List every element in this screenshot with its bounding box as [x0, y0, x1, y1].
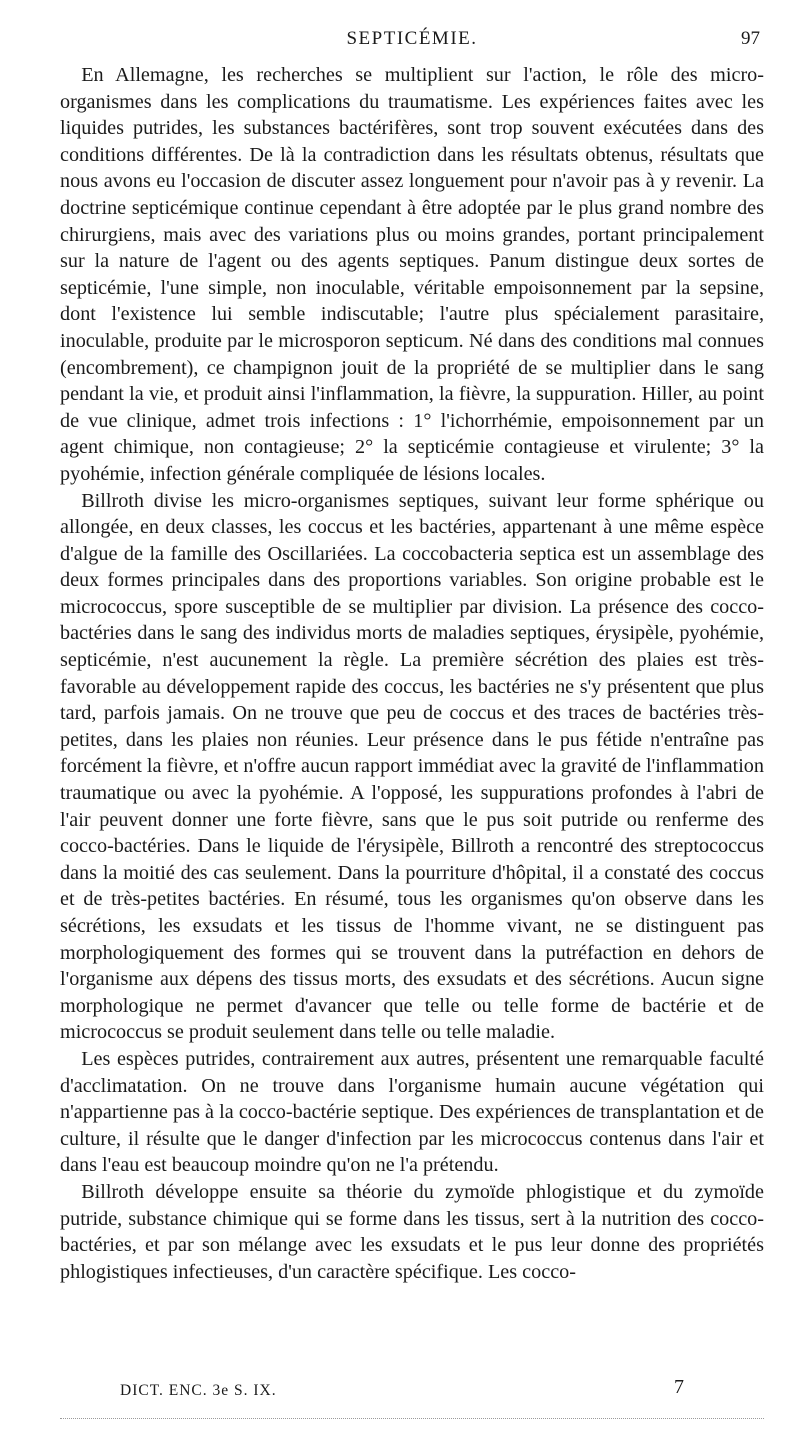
- page-number: 97: [741, 28, 760, 49]
- printer-signature: DICT. ENC. 3e S. IX.: [120, 1382, 277, 1399]
- bottom-rule: [60, 1418, 764, 1419]
- running-head: [60, 28, 764, 62]
- signature-number: 7: [674, 1376, 684, 1398]
- body-text: [60, 62, 764, 1285]
- paragraph-2: Billroth divise les micro-organismes septiques, suivant leur forme sphérique ou allongée, en deux classes, les coccus et les bactéries, appartenant à une même espèce d'algue de la famille des Oscillariées. La coccobacteria septica est un assemblage des deux formes principales dans des proportions variables. Son origine probable est le micrococcus, spore susceptible de se multiplier par division. La présence des cocco-bactéries dans le sang des individus morts de maladies septiques, érysipèle, pyohémie, septicémie, n'est aucunement la règle. La première sécrétion des plaies est très-favorable au développement rapide des coccus, les bactéries ne s'y présentent que plus tard, parfois jamais. On ne trouve que peu de coccus et des traces de bactéries très-petites, dans les plaies non réunies. Leur présence dans le pus fétide n'entraîne pas forcément la fièvre, et n'offre aucun rapport immédiat avec la gravité de l'inflammation traumatique ou avec la pyohémie. A l'opposé, les suppurations profondes à l'abri de l'air peuvent donner une forte fièvre, sans que le pus soit putride ou renferme des cocco-bactéries. Dans le liquide de l'érysipèle, Billroth a rencontré des streptococcus dans la moitié des cas seulement. Dans la pourriture d'hôpital, il a constaté des coccus et de très-petites bactéries. En résumé, tous les organismes qu'on observe dans les sécrétions, les exsudats et les tissus de l'homme vivant, ne se distinguent pas morphologiquement des formes qui se trouvent dans la putréfaction en dehors de l'organisme aux dépens des tissus morts, des exsudats et des sécrétions. Aucun signe morphologique ne permet d'avancer que telle ou telle forme de bactérie et de micrococcus se produit seulement dans telle ou telle maladie.: [60, 489, 764, 1044]
- paragraph-1: En Allemagne, les recherches se multiplient sur l'action, le rôle des micro-organismes dans les complications du traumatisme. Les expériences faites avec les liquides putrides, les substances bactérifères, sont trop souvent exécutées dans des conditions différentes. De là la contradiction dans les résultats obtenus, résultats que nous avons eu l'occasion de discuter assez longuement pour n'avoir pas à y revenir. La doctrine septicémique continue cependant à être adoptée par le plus grand nombre des chirurgiens, mais avec des variations plus ou moins grandes, portant principalement sur la nature de l'agent ou des agents septiques. Panum distingue deux sortes de septicémie, l'une simple, non inoculable, véritable empoisonnement par la sepsine, dont l'existence lui semble indiscutable; l'autre plus spécialement parasitaire, inoculable, produite par le microsporon septicum. Né dans des conditions mal connues (encombrement), ce champignon jouit de la propriété de se multiplier dans le sang pendant la vie, et produit ainsi l'inflammation, la fièvre, la suppuration. Hiller, au point de vue clinique, admet trois infections : 1° l'ichorrhémie, empoisonnement par un agent chimique, non contagieuse; 2° la septicémie contagieuse et virulente; 3° la pyohémie, infection générale compliquée de lésions locales.: [60, 64, 764, 485]
- running-title: SEPTICÉMIE.: [346, 28, 478, 49]
- document-page: [60, 28, 764, 1438]
- page-footer: [60, 1376, 764, 1416]
- paragraph-4: Billroth développe ensuite sa théorie du zymoïde phlogistique et du zymoïde putride, substance chimique qui se forme dans les tissus, sert à la nutrition des cocco-bactéries, et par son mélange avec les exsudats et le pus leur donne des propriétés phlogistiques infectieuses, d'un caractère spécifique. Les cocco-: [60, 1180, 764, 1283]
- paragraph-3: Les espèces putrides, contrairement aux autres, présentent une remarquable faculté d'acclimatation. On ne trouve dans l'organisme humain aucune végétation qui n'appartienne pas à la cocco-bactérie septique. Des expériences de transplantation et de culture, il résulte que le danger d'infection par les micrococcus contenus dans l'air et dans l'eau est beaucoup moindre qu'on ne l'a prétendu.: [60, 1047, 764, 1177]
